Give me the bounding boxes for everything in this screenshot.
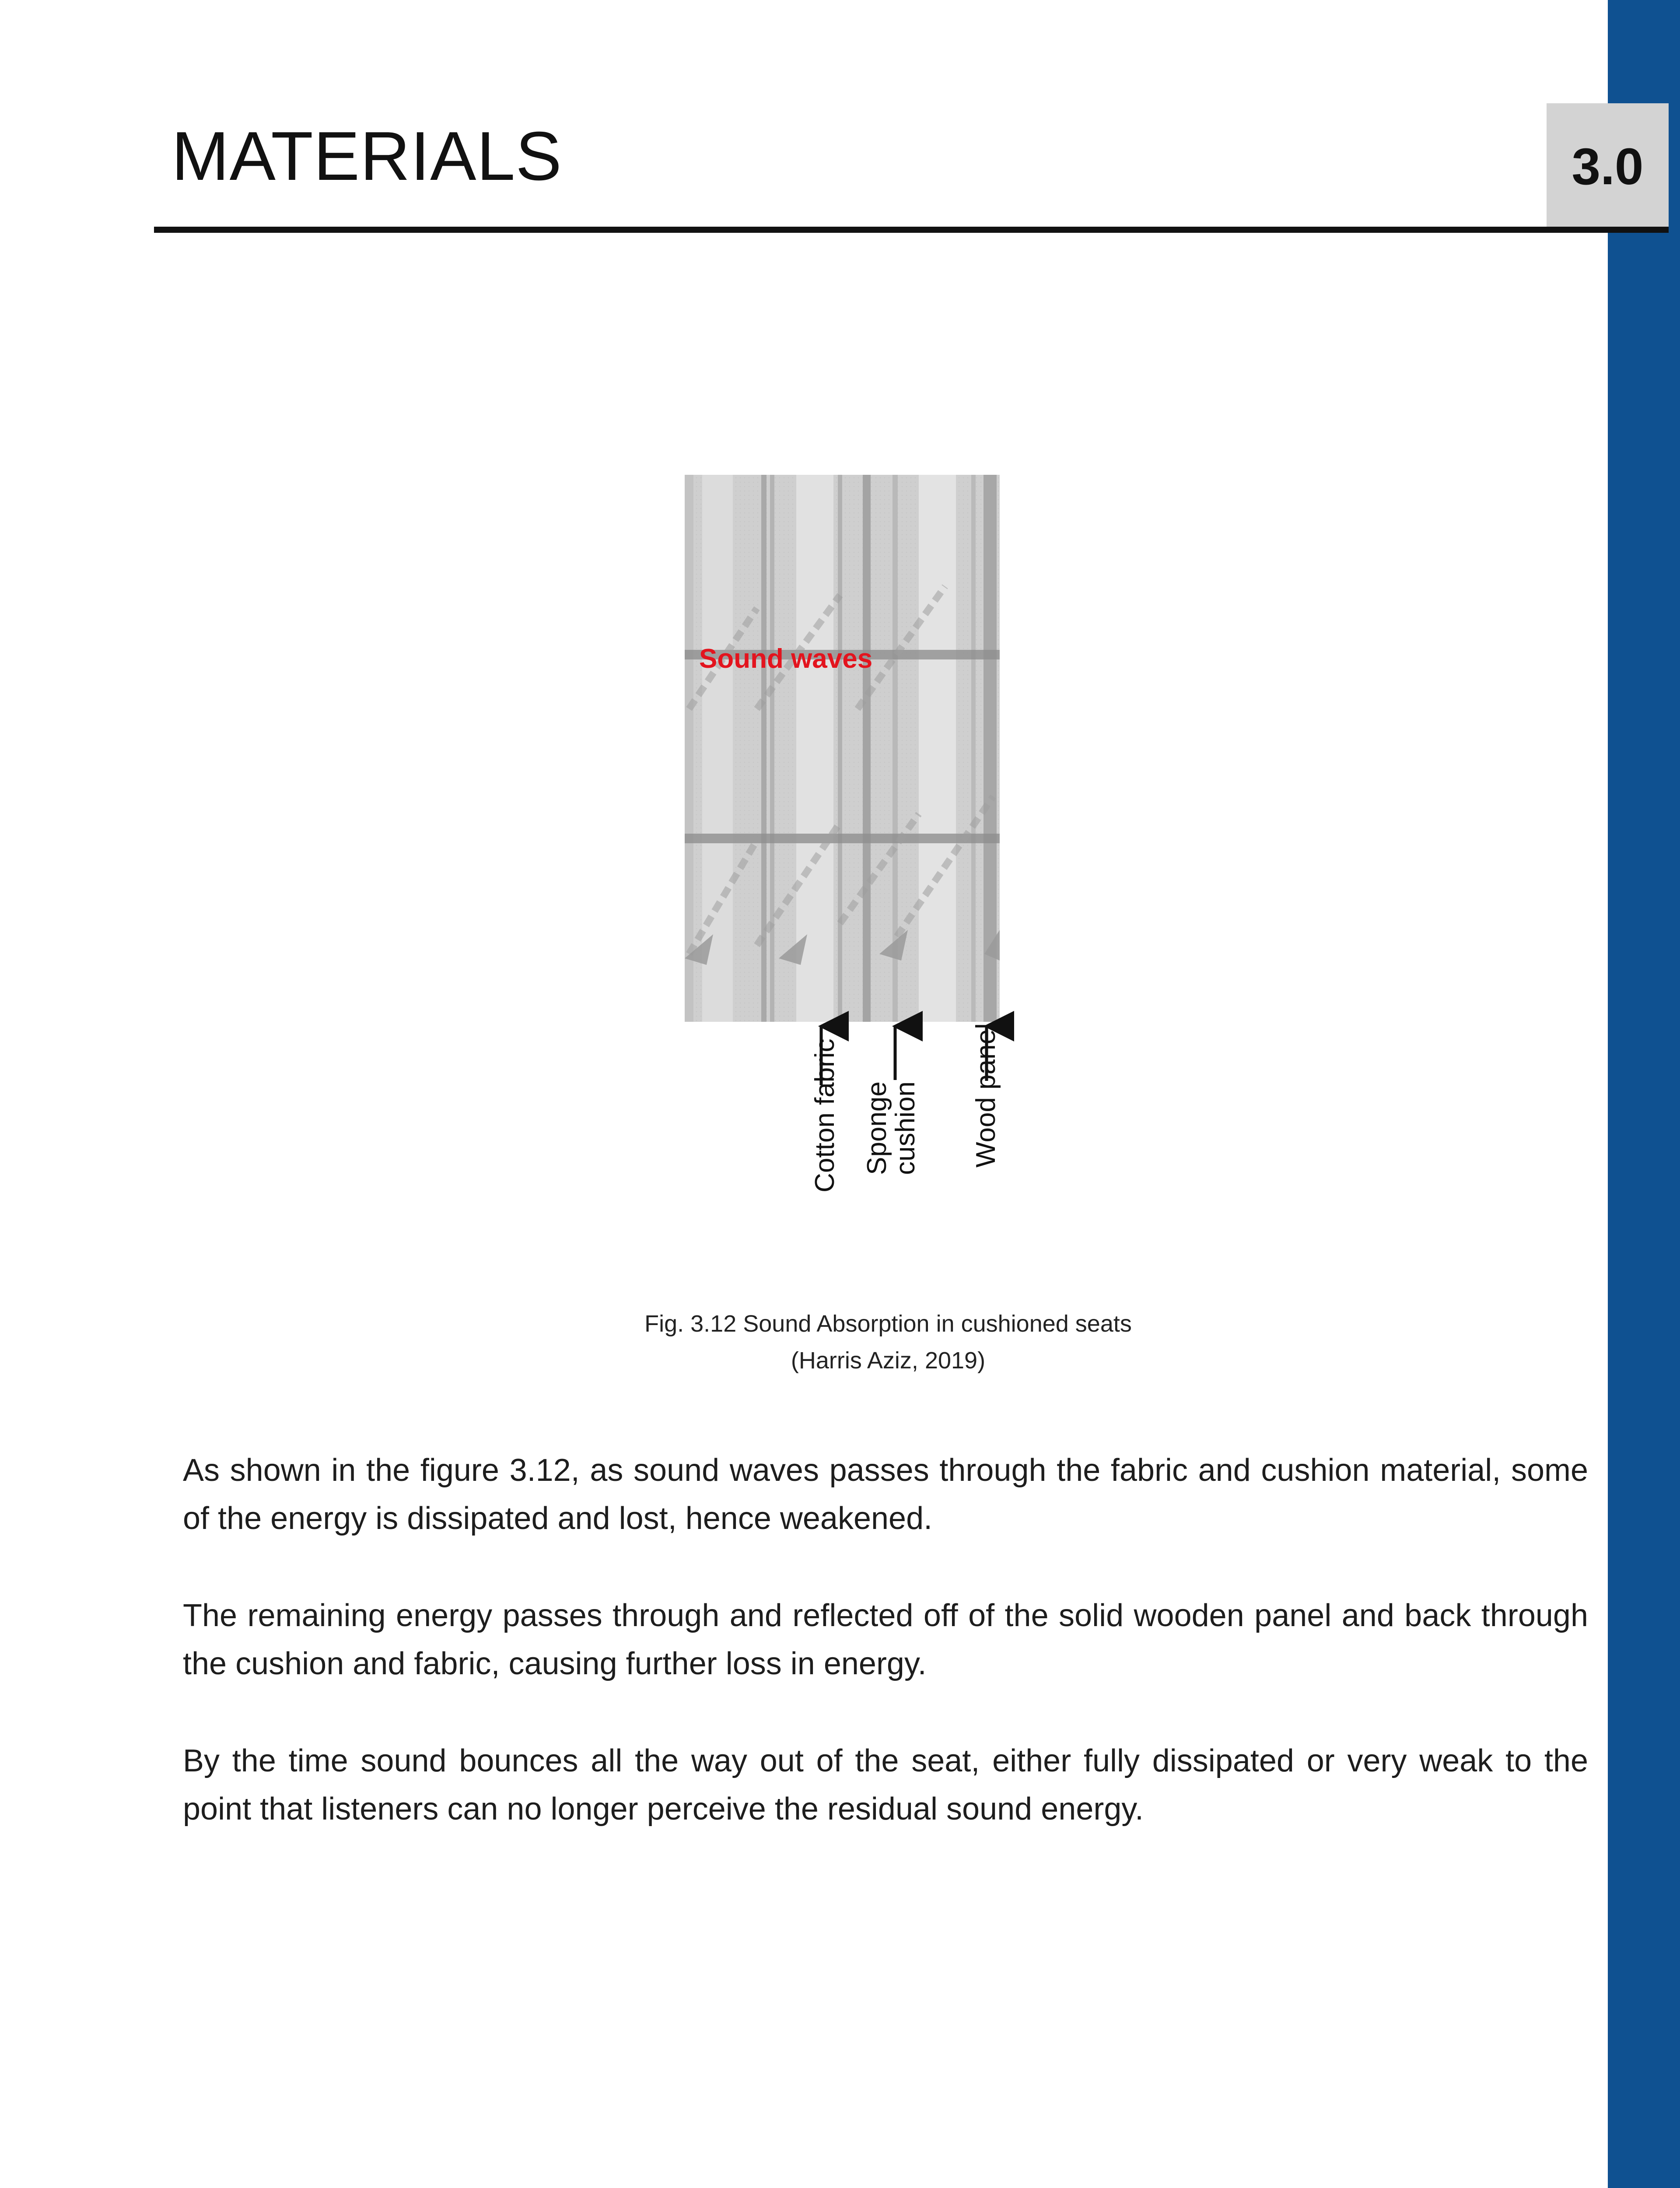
- sponge-label-line2: cushion: [890, 1081, 921, 1175]
- body-paragraph-1: As shown in the figure 3.12, as sound waves passes through the fabric and cushion material, some of the energy is dissipated and lost, hence weakened.: [183, 1453, 1588, 1536]
- sponge-label-line1: Sponge: [862, 1081, 892, 1175]
- wood-panel-label: [970, 1023, 1001, 1168]
- title-divider: [154, 227, 1669, 233]
- wood-panel-label-text: Wood panel: [971, 1023, 1001, 1168]
- cotton-fabric-label-text: Cotton fabric: [810, 1038, 840, 1192]
- figure-caption: Fig. 3.12 Sound Absorption in cushioned seats: [644, 1311, 1132, 1337]
- body-paragraph-2: The remaining energy passes through and reflected off of the solid wooden panel and back through the cushion and fabric, causing further loss in energy.: [183, 1598, 1588, 1681]
- sound-waves-label: Sound waves: [699, 644, 873, 674]
- page-title: MATERIALS: [172, 118, 562, 195]
- cotton-fabric-label: [809, 1038, 840, 1192]
- section-number-badge: 3.0: [1547, 103, 1669, 230]
- figure-citation: (Harris Aziz, 2019): [791, 1347, 986, 1374]
- cushion-layer-line: [863, 475, 871, 1022]
- side-accent-band: [1608, 0, 1680, 2188]
- body-paragraph-3: By the time sound bounces all the way out of the seat, either fully dissipated or very weak to the point that listeners can no longer perceive the residual sound energy.: [183, 1743, 1588, 1827]
- sound-absorption-figure: [612, 464, 1050, 1273]
- sponge-cushion-label: [863, 1081, 920, 1175]
